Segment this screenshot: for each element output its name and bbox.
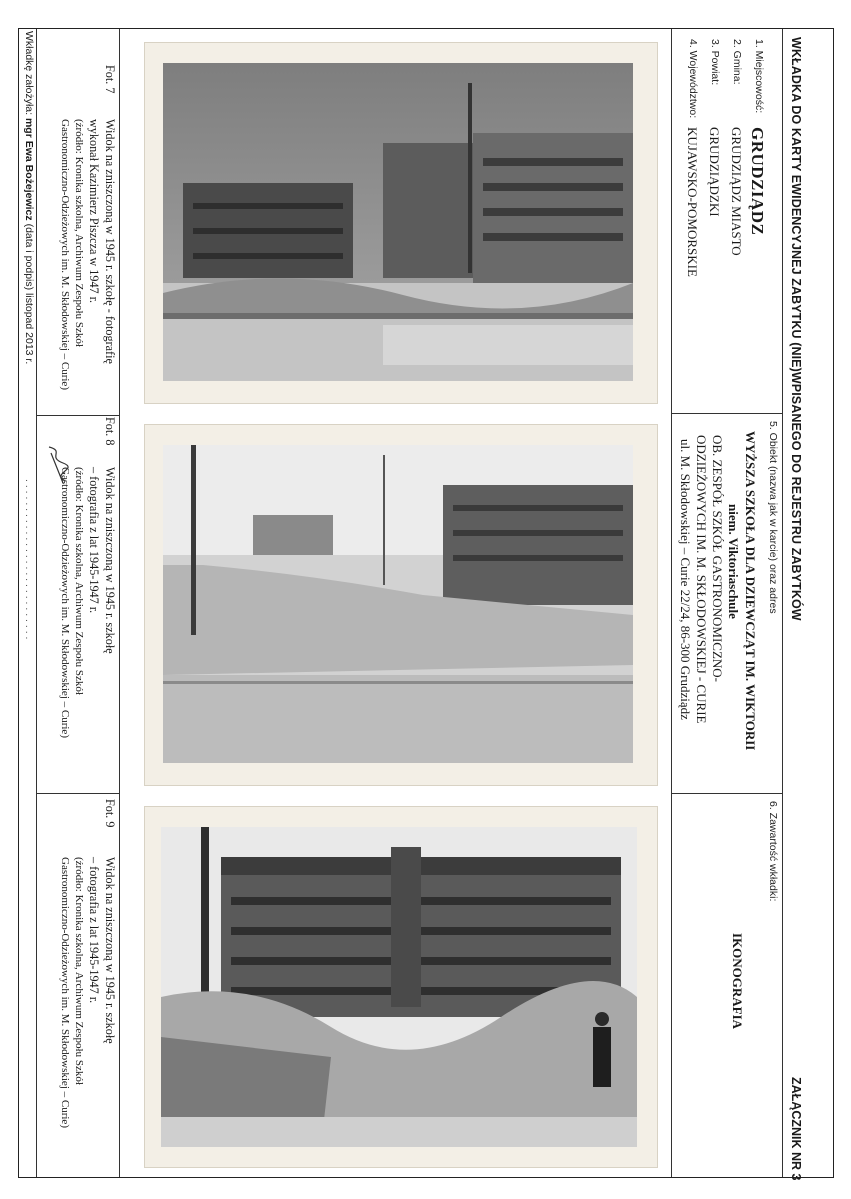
- photo-divider: [671, 29, 672, 1177]
- obiekt-current-name-1: OB. ZESPÓŁ SZKÓŁ GASTRONOMICZNO-: [710, 435, 725, 683]
- obiekt-label: 5. Obiekt (nazwa jak w karcie) oraz adres: [767, 421, 779, 614]
- field-divider: [671, 793, 782, 794]
- handwritten-signature: [45, 443, 69, 489]
- photo-7-source-line-2: Gastronomiczno-Odzieżowych im. M. Skłodowskiej – Curie): [59, 119, 71, 390]
- footer-line: [23, 31, 35, 364]
- footer-date: listopad 2013 r.: [23, 293, 35, 365]
- row-divider: [36, 415, 119, 416]
- photo-9-source-line-1: (źródło: Kronika szkolna, Archiwum Zespołu Szkół: [73, 857, 85, 1085]
- photo-frame-7: [145, 43, 657, 403]
- gmina-label: 2. Gmina:: [731, 39, 743, 85]
- wojewodztwo-label: 4. Województwo:: [687, 39, 699, 119]
- field-divider: [671, 413, 782, 414]
- caption-divider: [119, 29, 120, 1177]
- footer-dots: . . . . . . . . . . . . . . . . . . . . . . . . . . . .: [23, 479, 35, 640]
- ruined-school-image: [163, 63, 633, 381]
- photo-frame-9: [145, 807, 657, 1167]
- photo-9-caption-line-1: Widok na zniszczoną w 1945 r. szkołę: [103, 857, 117, 1044]
- powiat-value: GRUDZIĄDZKI: [707, 127, 722, 217]
- footer-signature-label: (data i podpis): [23, 223, 35, 291]
- wojewodztwo-value: KUJAWSKO-POMORSKIE: [685, 127, 700, 277]
- ruined-school-rubble-image: [161, 827, 637, 1147]
- footer-divider: [36, 29, 37, 1177]
- photo-9-label: Fot. 9: [103, 799, 117, 828]
- powiat-label: 3. Powiat:: [709, 39, 721, 86]
- miejscowosc-value: GRUDZIĄDZ: [748, 127, 767, 236]
- zawartosc-value: IKONOGRAFIA: [730, 933, 745, 1030]
- attachment-number: ZAŁĄCZNIK NR 3: [789, 1077, 803, 1181]
- photo-frame-8: [145, 425, 657, 785]
- photo-9-ruined-school: [161, 827, 637, 1147]
- photo-8-label: Fot. 8: [103, 417, 117, 446]
- document-sheet: [18, 28, 834, 1181]
- photo-8-source-line-2: Gastronomiczno-Odzieżowych im. M. Skłodowskiej – Curie): [59, 467, 71, 738]
- footer-author: mgr Ewa Bożejewicz: [23, 117, 35, 221]
- photo-8-caption-line-1: Widok na zniszczoną w 1945 r. szkołę: [103, 467, 117, 654]
- photo-7-caption-line-2: wykonał Kazimierz Piszcza w 1947 r.: [87, 119, 101, 304]
- row-divider: [36, 793, 119, 794]
- photo-7-source-line-1: (źródło: Kronika szkolna, Archiwum Zespołu Szkół: [73, 119, 85, 347]
- footer-prefix: Wkładkę założyła:: [23, 31, 35, 116]
- title-divider: [782, 29, 783, 1177]
- photo-8-source-line-1: (źródło: Kronika szkolna, Archiwum Zespołu Szkół: [73, 467, 85, 695]
- photo-7-ruined-school: [163, 63, 633, 381]
- obiekt-address: ul. M. Skłodowskiej – Curie 22/24, 86-300 Grudziądz: [678, 439, 693, 720]
- photo-8-caption-line-2: – fotografia z lat 1945-1947 r.: [87, 467, 101, 614]
- photo-7-label: Fot. 7: [103, 65, 117, 94]
- photo-7-caption-line-1: Widok na zniszczoną w 1945 r. szkołę - fotografię: [103, 119, 117, 364]
- obiekt-current-name-2: ODZIEŻOWYCH IM. M. SKŁODOWSKIEJ - CURIE: [694, 435, 709, 724]
- zawartosc-label: 6. Zawartość wkładki:: [767, 801, 779, 902]
- obiekt-german-name: niem. Viktoriaschule: [726, 504, 741, 619]
- photo-8-ruined-school: [163, 445, 633, 763]
- ruined-school-street-image: [163, 445, 633, 763]
- photo-9-caption-line-2: – fotografia z lat 1945-1947 r.: [87, 857, 101, 1004]
- photo-9-source-line-2: Gastronomiczno-Odzieżowych im. M. Skłodowskiej – Curie): [59, 857, 71, 1128]
- miejscowosc-label: 1. Miejscowość:: [753, 39, 765, 114]
- obiekt-name: WYŻSZA SZKOŁA DLA DZIEWCZĄT IM. WIKTORII: [743, 431, 758, 751]
- gmina-value: GRUDZIĄDZ MIASTO: [729, 127, 744, 256]
- document-title: WKŁADKA DO KARTY EWIDENCYJNEJ ZABYTKU (NIE)WPISANEGO DO REJESTRU ZABYTKÓW: [789, 37, 803, 621]
